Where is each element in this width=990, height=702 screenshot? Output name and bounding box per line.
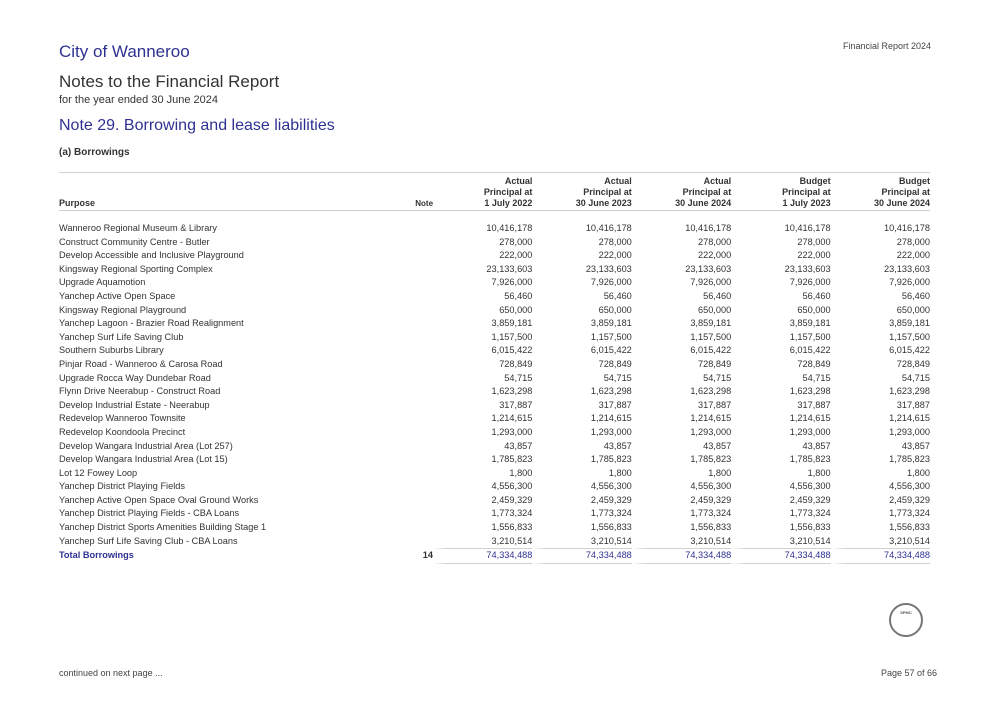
- amount-cell: 1,800: [907, 467, 930, 478]
- header-line: 30 June 2023: [575, 198, 632, 208]
- table-body: [59, 211, 930, 564]
- amount-cell: 3,210,514: [491, 535, 533, 546]
- amount-cell: 222,000: [896, 250, 930, 261]
- amount-cell: 650,000: [797, 304, 831, 315]
- table-row: [59, 304, 930, 318]
- amount-cell: 1,293,000: [789, 426, 831, 437]
- amount-cell: 1,785,823: [789, 454, 831, 465]
- table-row: [59, 535, 930, 549]
- purpose-cell: Develop Wangara Industrial Area (Lot 257): [59, 440, 233, 451]
- table-header-row: [59, 173, 930, 211]
- note-cell: [374, 385, 433, 399]
- auditor-seal-icon: [889, 603, 923, 637]
- purpose-cell: Kingsway Regional Sporting Complex: [59, 263, 213, 274]
- note-cell: [374, 507, 433, 521]
- amount-cell: 56,460: [901, 290, 930, 301]
- amount-cell: 222,000: [598, 250, 632, 261]
- purpose-cell: Yanchep Active Open Space Oval Ground Works: [59, 494, 259, 505]
- amount-cell: 43,857: [703, 440, 732, 451]
- amount-cell: 56,460: [703, 290, 732, 301]
- amount-cell: 1,785,823: [590, 454, 632, 465]
- amount-cell: 6,015,422: [690, 345, 732, 356]
- amount-cell: 56,460: [504, 290, 533, 301]
- note-cell: [374, 317, 433, 331]
- amount-cell: 728,849: [598, 358, 632, 369]
- amount-cell: 1,800: [608, 467, 632, 478]
- header-line: Principal at: [782, 187, 831, 197]
- purpose-cell: Yanchep District Sports Amenities Building Stage 1: [59, 522, 267, 533]
- amount-cell: 43,857: [802, 440, 831, 451]
- borrowings-table-container: [59, 172, 930, 564]
- table-row: [59, 507, 930, 521]
- amount-cell: 10,416,178: [884, 223, 930, 233]
- total-amount-cell: 74,334,488: [632, 548, 731, 564]
- note-cell: [374, 521, 433, 535]
- purpose-cell: Yanchep Surf Life Saving Club - CBA Loans: [59, 535, 238, 546]
- purpose-cell: Develop Accessible and Inclusive Playground: [59, 250, 244, 261]
- amount-cell: 4,556,300: [789, 481, 831, 492]
- amount-cell: 1,773,324: [491, 508, 533, 519]
- section-title: (a) Borrowings: [59, 147, 130, 158]
- table-row: [59, 453, 930, 467]
- total-amount-cell: 74,334,488: [433, 548, 532, 564]
- amount-cell: 54,715: [703, 372, 732, 383]
- amount-cell: 2,459,329: [889, 494, 930, 505]
- seal-text: SPMC: [900, 610, 912, 615]
- document-subtitle: for the year ended 30 June 2024: [59, 94, 219, 106]
- amount-cell: 1,157,500: [889, 331, 930, 342]
- amount-cell: 222,000: [499, 250, 533, 261]
- amount-cell: 43,857: [603, 440, 632, 451]
- column-header-note: Note: [374, 173, 433, 211]
- header-line: Budget: [799, 176, 831, 186]
- note-cell: [374, 290, 433, 304]
- amount-cell: 278,000: [697, 236, 732, 247]
- note-cell: [374, 480, 433, 494]
- amount-cell: 2,459,329: [590, 494, 632, 505]
- amount-cell: 1,623,298: [690, 386, 732, 397]
- header-line: 30 June 2024: [675, 198, 732, 208]
- amount-cell: 1,293,000: [889, 426, 930, 437]
- amount-cell: 6,015,422: [889, 345, 930, 356]
- amount-cell: 317,887: [598, 399, 632, 410]
- amount-cell: 278,000: [598, 236, 632, 247]
- amount-cell: 1,157,500: [789, 331, 831, 342]
- note-cell: [374, 372, 433, 386]
- purpose-cell: Develop Wangara Industrial Area (Lot 15): [59, 454, 228, 465]
- amount-cell: 7,926,000: [491, 277, 533, 288]
- page-number: Page 57 of 66: [880, 668, 937, 678]
- amount-cell: 4,556,300: [889, 481, 930, 492]
- amount-cell: 56,460: [603, 290, 632, 301]
- continued-note: continued on next page ...: [59, 668, 163, 678]
- amount-cell: 7,926,000: [789, 277, 831, 288]
- note-cell: [374, 412, 433, 426]
- borrowings-table: [59, 173, 930, 564]
- amount-cell: 1,556,833: [590, 522, 632, 533]
- purpose-cell: Flynn Drive Neerabup - Construct Road: [59, 386, 221, 397]
- column-header-actual-1-july-2022: [433, 173, 532, 211]
- amount-cell: 1,785,823: [690, 454, 732, 465]
- table-row: [59, 399, 930, 413]
- total-amount-cell: 74,334,488: [731, 548, 830, 564]
- amount-cell: 2,459,329: [789, 494, 831, 505]
- amount-cell: 54,715: [802, 372, 831, 383]
- amount-cell: 3,859,181: [690, 318, 732, 329]
- purpose-cell: Yanchep District Playing Fields: [59, 481, 185, 492]
- amount-cell: 2,459,329: [491, 494, 533, 505]
- table-row: [59, 467, 930, 481]
- amount-cell: 728,849: [499, 358, 533, 369]
- column-header-actual-30-june-2023: [532, 173, 631, 211]
- amount-cell: 6,015,422: [491, 345, 533, 356]
- amount-cell: 1,785,823: [889, 454, 930, 465]
- table-row: [59, 494, 930, 508]
- table-row: [59, 521, 930, 535]
- amount-cell: 1,293,000: [491, 426, 533, 437]
- amount-cell: 650,000: [896, 304, 930, 315]
- amount-cell: 650,000: [598, 304, 632, 315]
- amount-cell: 2,459,329: [690, 494, 732, 505]
- amount-cell: 56,460: [802, 290, 831, 301]
- amount-cell: 1,214,615: [690, 413, 732, 424]
- amount-cell: 1,800: [509, 467, 533, 478]
- amount-cell: 3,859,181: [590, 318, 632, 329]
- amount-cell: 1,157,500: [590, 331, 632, 342]
- header-line: Principal at: [583, 187, 632, 197]
- amount-cell: 1,623,298: [491, 386, 533, 397]
- amount-cell: 4,556,300: [590, 481, 632, 492]
- purpose-cell: Redevelop Wanneroo Townsite: [59, 413, 186, 424]
- organisation-title: City of Wanneroo: [59, 42, 190, 61]
- amount-cell: 1,214,615: [889, 413, 930, 424]
- amount-cell: 1,773,324: [889, 508, 930, 519]
- table-row: [59, 263, 930, 277]
- total-amount-cell: 74,334,488: [831, 548, 930, 564]
- amount-cell: 728,849: [697, 358, 732, 369]
- total-amount-cell: 74,334,488: [532, 548, 631, 564]
- amount-cell: 278,000: [499, 236, 533, 247]
- total-row: [59, 548, 930, 564]
- purpose-cell: Yanchep Surf Life Saving Club: [59, 331, 184, 342]
- amount-cell: 1,214,615: [491, 413, 533, 424]
- note-cell: [374, 249, 433, 263]
- amount-cell: 10,416,178: [585, 223, 632, 233]
- amount-cell: 54,715: [504, 372, 533, 383]
- table-row: [59, 372, 930, 386]
- amount-cell: 1,157,500: [690, 331, 732, 342]
- amount-cell: 4,556,300: [491, 481, 533, 492]
- amount-cell: 6,015,422: [789, 345, 831, 356]
- table-row: [59, 290, 930, 304]
- amount-cell: 1,157,500: [491, 331, 533, 342]
- amount-cell: 54,715: [901, 372, 930, 383]
- header-line: 1 July 2022: [484, 198, 533, 208]
- note-cell: [374, 331, 433, 345]
- purpose-cell: Upgrade Rocca Way Dundebar Road: [59, 372, 211, 383]
- table-row: [59, 426, 930, 440]
- amount-cell: 1,773,324: [690, 508, 732, 519]
- amount-cell: 1,800: [807, 467, 831, 478]
- note-cell: [374, 304, 433, 318]
- column-header-budget-30-june-2024: [831, 173, 930, 211]
- total-label: Total Borrowings: [59, 550, 134, 561]
- total-note-ref: 14: [422, 550, 434, 561]
- header-line: Principal at: [682, 187, 732, 197]
- note-cell: [374, 399, 433, 413]
- report-label: Financial Report 2024: [842, 41, 931, 51]
- amount-cell: 278,000: [896, 236, 930, 247]
- column-header-budget-1-july-2023: [731, 173, 830, 211]
- amount-cell: 317,887: [797, 399, 831, 410]
- amount-cell: 317,887: [499, 399, 533, 410]
- amount-cell: 6,015,422: [590, 345, 632, 356]
- note-cell: [374, 426, 433, 440]
- note-cell: [374, 358, 433, 372]
- purpose-cell: Yanchep District Playing Fields - CBA Loans: [59, 508, 240, 519]
- amount-cell: 317,887: [896, 399, 930, 410]
- amount-cell: 1,785,823: [491, 454, 533, 465]
- amount-cell: 43,857: [504, 440, 533, 451]
- table-row: [59, 276, 930, 290]
- amount-cell: 222,000: [697, 250, 732, 261]
- purpose-cell: Lot 12 Fowey Loop: [59, 467, 138, 478]
- purpose-cell: Redevelop Koondoola Precinct: [59, 426, 186, 437]
- table-row: [59, 480, 930, 494]
- table-row: [59, 412, 930, 426]
- amount-cell: 1,623,298: [590, 386, 632, 397]
- column-header-actual-30-june-2024: [632, 173, 731, 211]
- amount-cell: 3,210,514: [889, 535, 930, 546]
- amount-cell: 650,000: [499, 304, 533, 315]
- amount-cell: 10,416,178: [784, 223, 831, 233]
- amount-cell: 317,887: [697, 399, 732, 410]
- note-cell: [374, 222, 433, 236]
- purpose-cell: Wanneroo Regional Museum & Library: [59, 223, 217, 233]
- note-title: Note 29. Borrowing and lease liabilities: [59, 117, 335, 134]
- table-row: [59, 317, 930, 331]
- amount-cell: 728,849: [896, 358, 930, 369]
- amount-cell: 3,210,514: [590, 535, 632, 546]
- amount-cell: 3,859,181: [789, 318, 831, 329]
- amount-cell: 1,773,324: [789, 508, 831, 519]
- amount-cell: 3,210,514: [690, 535, 732, 546]
- note-cell: [374, 263, 433, 277]
- header-line: Principal at: [483, 187, 533, 197]
- purpose-cell: Yanchep Lagoon - Brazier Road Realignment: [59, 318, 244, 329]
- spacer-cell: [59, 211, 930, 222]
- amount-cell: 7,926,000: [889, 277, 930, 288]
- amount-cell: 1,214,615: [789, 413, 831, 424]
- amount-cell: 1,556,833: [690, 522, 732, 533]
- document-title: Notes to the Financial Report: [59, 72, 280, 91]
- table-row: [59, 331, 930, 345]
- purpose-cell: Construct Community Centre - Butler: [59, 236, 210, 247]
- amount-cell: 1,293,000: [690, 426, 732, 437]
- amount-cell: 23,133,603: [884, 263, 930, 274]
- amount-cell: 3,210,514: [789, 535, 831, 546]
- purpose-cell: Pinjar Road - Wanneroo & Carosa Road: [59, 358, 223, 369]
- amount-cell: 4,556,300: [690, 481, 732, 492]
- table-row: [59, 440, 930, 454]
- amount-cell: 1,214,615: [590, 413, 632, 424]
- note-cell: [374, 344, 433, 358]
- note-cell: [374, 494, 433, 508]
- amount-cell: 23,133,603: [585, 263, 632, 274]
- purpose-cell: Kingsway Regional Playground: [59, 304, 187, 315]
- amount-cell: 1,623,298: [789, 386, 831, 397]
- note-cell: [374, 236, 433, 250]
- amount-cell: 23,133,603: [784, 263, 831, 274]
- amount-cell: 1,773,324: [590, 508, 632, 519]
- amount-cell: 7,926,000: [590, 277, 632, 288]
- amount-cell: 23,133,603: [486, 263, 533, 274]
- amount-cell: 1,556,833: [789, 522, 831, 533]
- amount-cell: 23,133,603: [685, 263, 732, 274]
- purpose-cell: Upgrade Aquamotion: [59, 277, 146, 288]
- table-row: [59, 222, 930, 236]
- table-row: [59, 344, 930, 358]
- header-line: Budget: [899, 176, 930, 186]
- amount-cell: 7,926,000: [690, 277, 732, 288]
- amount-cell: 728,849: [797, 358, 831, 369]
- amount-cell: 1,556,833: [491, 522, 533, 533]
- note-cell: [374, 276, 433, 290]
- amount-cell: 3,859,181: [491, 318, 533, 329]
- header-line: Principal at: [881, 187, 930, 197]
- amount-cell: 10,416,178: [486, 223, 533, 233]
- spacer-row: [59, 211, 930, 222]
- header-line: 30 June 2024: [873, 198, 930, 208]
- note-cell: [374, 535, 433, 549]
- purpose-cell: Southern Suburbs Library: [59, 345, 164, 356]
- amount-cell: 1,556,833: [889, 522, 930, 533]
- note-cell: [374, 453, 433, 467]
- amount-cell: 43,857: [901, 440, 930, 451]
- table-row: [59, 249, 930, 263]
- header-line: Actual: [504, 176, 533, 186]
- amount-cell: 1,623,298: [889, 386, 930, 397]
- amount-cell: 278,000: [797, 236, 831, 247]
- amount-cell: 1,800: [708, 467, 732, 478]
- note-cell: [374, 440, 433, 454]
- table-row: [59, 358, 930, 372]
- header-line: Actual: [604, 176, 632, 186]
- amount-cell: 3,859,181: [889, 318, 930, 329]
- table-row: [59, 385, 930, 399]
- column-header-purpose: Purpose: [59, 173, 374, 211]
- amount-cell: 10,416,178: [685, 223, 732, 233]
- header-line: 1 July 2023: [782, 198, 831, 208]
- purpose-cell: Develop Industrial Estate - Neerabup: [59, 399, 210, 410]
- purpose-cell: Yanchep Active Open Space: [59, 290, 176, 301]
- amount-cell: 54,715: [603, 372, 632, 383]
- amount-cell: 1,293,000: [590, 426, 632, 437]
- header-line: Actual: [703, 176, 732, 186]
- table-row: [59, 236, 930, 250]
- note-cell: [374, 467, 433, 481]
- amount-cell: 650,000: [697, 304, 732, 315]
- amount-cell: 222,000: [797, 250, 831, 261]
